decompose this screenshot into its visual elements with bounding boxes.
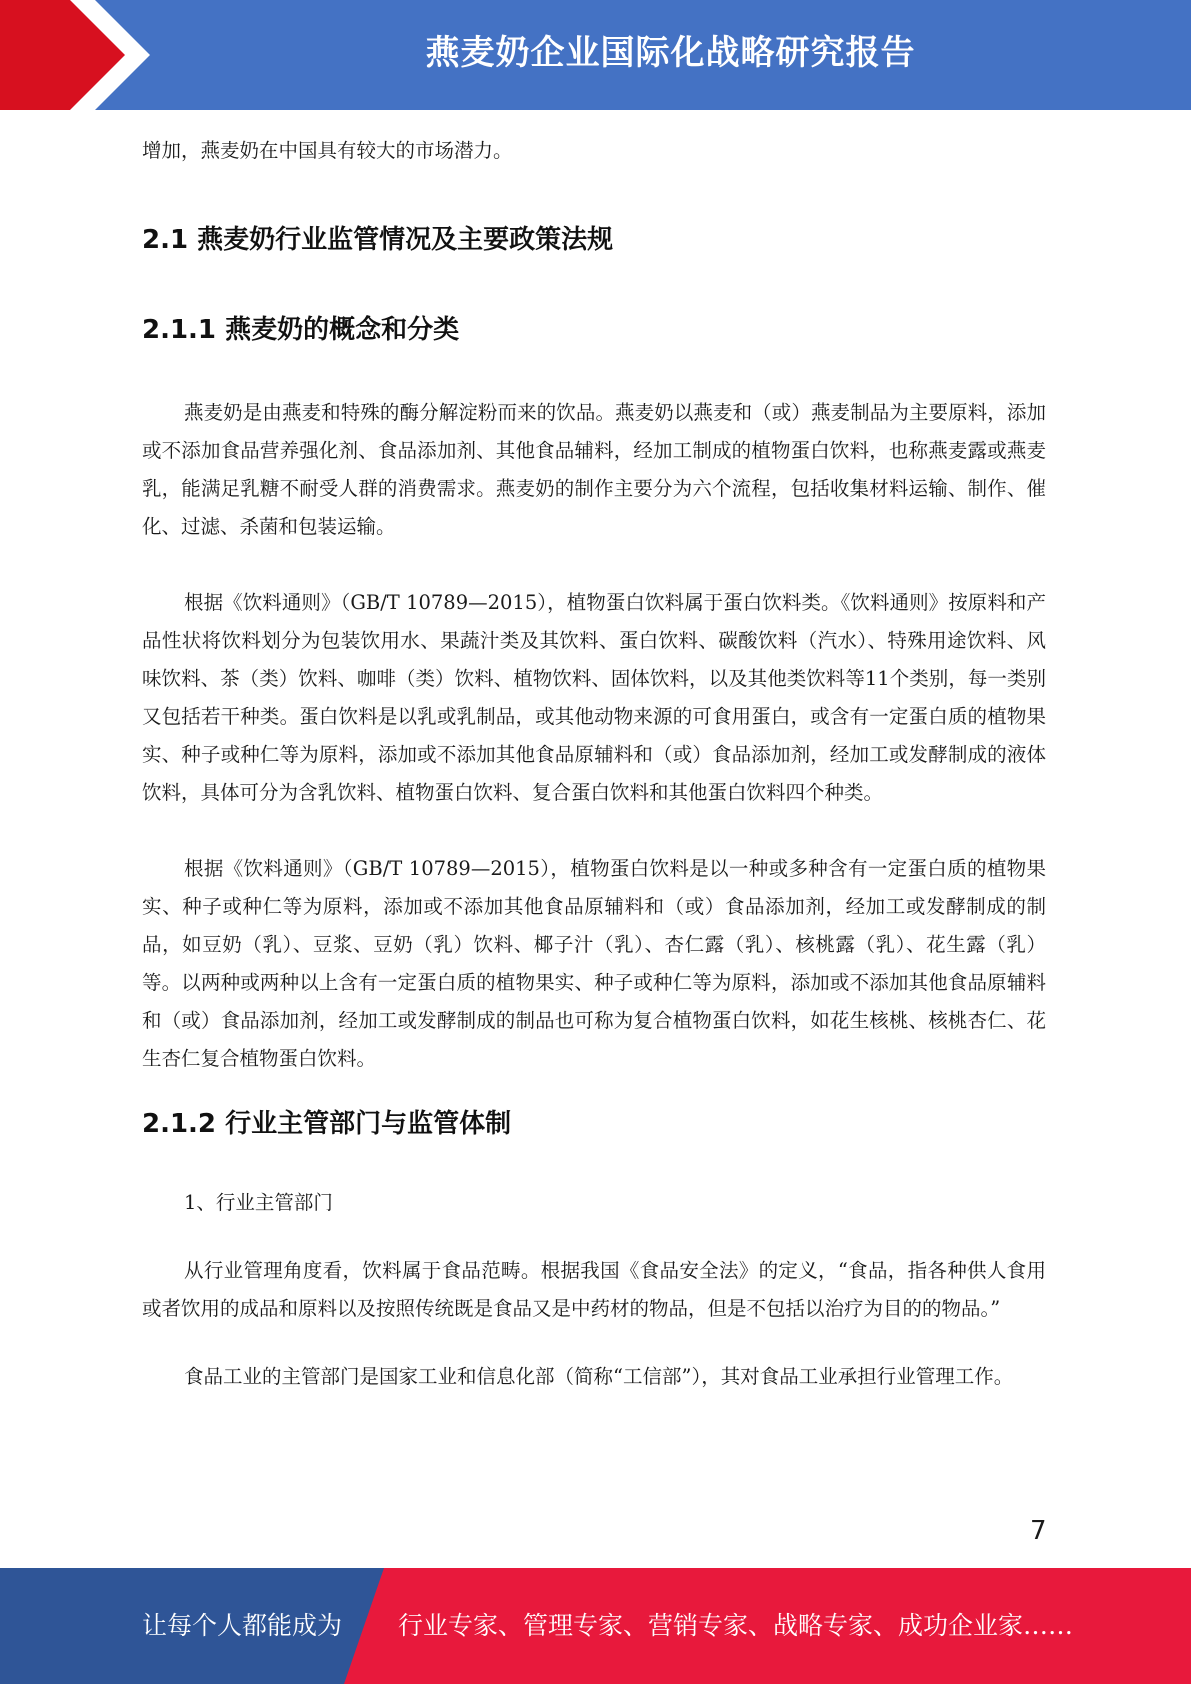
subheading-regulatory-department: 1、行业主管部门: [184, 1191, 333, 1214]
section-2-1-2-heading: 2.1.2 行业主管部门与监管体制: [142, 1109, 512, 1139]
report-title: 燕麦奶企业国际化战略研究报告: [425, 33, 916, 73]
paragraph-beverage-classification: 根据《饮料通则》（GB/T 10789—2015），植物蛋白饮料属于蛋白饮料类。《饮料通则》按原料和产品性状将饮料划分为包装饮用水、果蔬汁类及其饮料、蛋白饮料、碳酸饮料（汽水）、特殊用途饮料、风味饮料、茶（类）饮料、咖啡（类）饮料、植物饮料、固体饮料，以及其他类饮料等11个类别，每一类别又包括若干种类。蛋白饮料是以乳或乳制品，或其他动物来源的可食用蛋白，或含有一定蛋白质的植物果实、种子或种仁等为原料，添加或不添加其他食品原辅料和（或）食品添加剂，经加工或发酵制成的液体饮料，具体可分为含乳饮料、植物蛋白饮料、复合蛋白饮料和其他蛋白饮料四个种类。: [142, 591, 1046, 804]
page-content: [142, 132, 1046, 1396]
page-header: [0, 0, 1191, 110]
footer-slogan-left: 让每个人都能成为: [142, 1611, 343, 1640]
section-2-1-heading: 2.1 燕麦奶行业监管情况及主要政策法规: [142, 225, 614, 255]
section-2-1-1-heading: 2.1.1 燕麦奶的概念和分类: [142, 315, 460, 345]
page-number: 7: [1030, 1516, 1047, 1546]
page-footer: [0, 1568, 1191, 1684]
paragraph-miit-authority: 食品工业的主管部门是国家工业和信息化部（简称“工信部”），其对食品工业承担行业管理工作。: [184, 1365, 1014, 1388]
intro-tail-paragraph: 增加，燕麦奶在中国具有较大的市场潜力。: [142, 139, 513, 162]
paragraph-plant-protein-beverage: 根据《饮料通则》（GB/T 10789—2015），植物蛋白饮料是以一种或多种含有一定蛋白质的植物果实、种子或种仁等为原料，添加或不添加其他食品原辅料和（或）食品添加剂，经加工或发酵制成的制品，如豆奶（乳）、豆浆、豆奶（乳）饮料、椰子汁（乳）、杏仁露（乳）、核桃露（乳）、花生露（乳）等。以两种或两种以上含有一定蛋白质的植物果实、种子或种仁等为原料，添加或不添加其他食品原辅料和（或）食品添加剂，经加工或发酵制成的制品也可称为复合植物蛋白饮料，如花生核桃、核桃杏仁、花生杏仁复合植物蛋白饮料。: [142, 857, 1046, 1070]
footer-slogan-right: 行业专家、管理专家、营销专家、战略专家、成功企业家……: [398, 1611, 1074, 1640]
paragraph-food-definition: 从行业管理角度看，饮料属于食品范畴。根据我国《食品安全法》的定义，“食品，指各种供人食用或者饮用的成品和原料以及按照传统既是食品又是中药材的物品，但是不包括以治疗为目的的物品。”: [142, 1259, 1046, 1320]
paragraph-oat-milk-concept: 燕麦奶是由燕麦和特殊的酶分解淀粉而来的饮品。燕麦奶以燕麦和（或）燕麦制品为主要原料，添加或不添加食品营养强化剂、食品添加剂、其他食品辅料，经加工制成的植物蛋白饮料，也称燕麦露或燕麦乳，能满足乳糖不耐受人群的消费需求。燕麦奶的制作主要分为六个流程，包括收集材料运输、制作、催化、过滤、杀菌和包装运输。: [142, 401, 1046, 538]
